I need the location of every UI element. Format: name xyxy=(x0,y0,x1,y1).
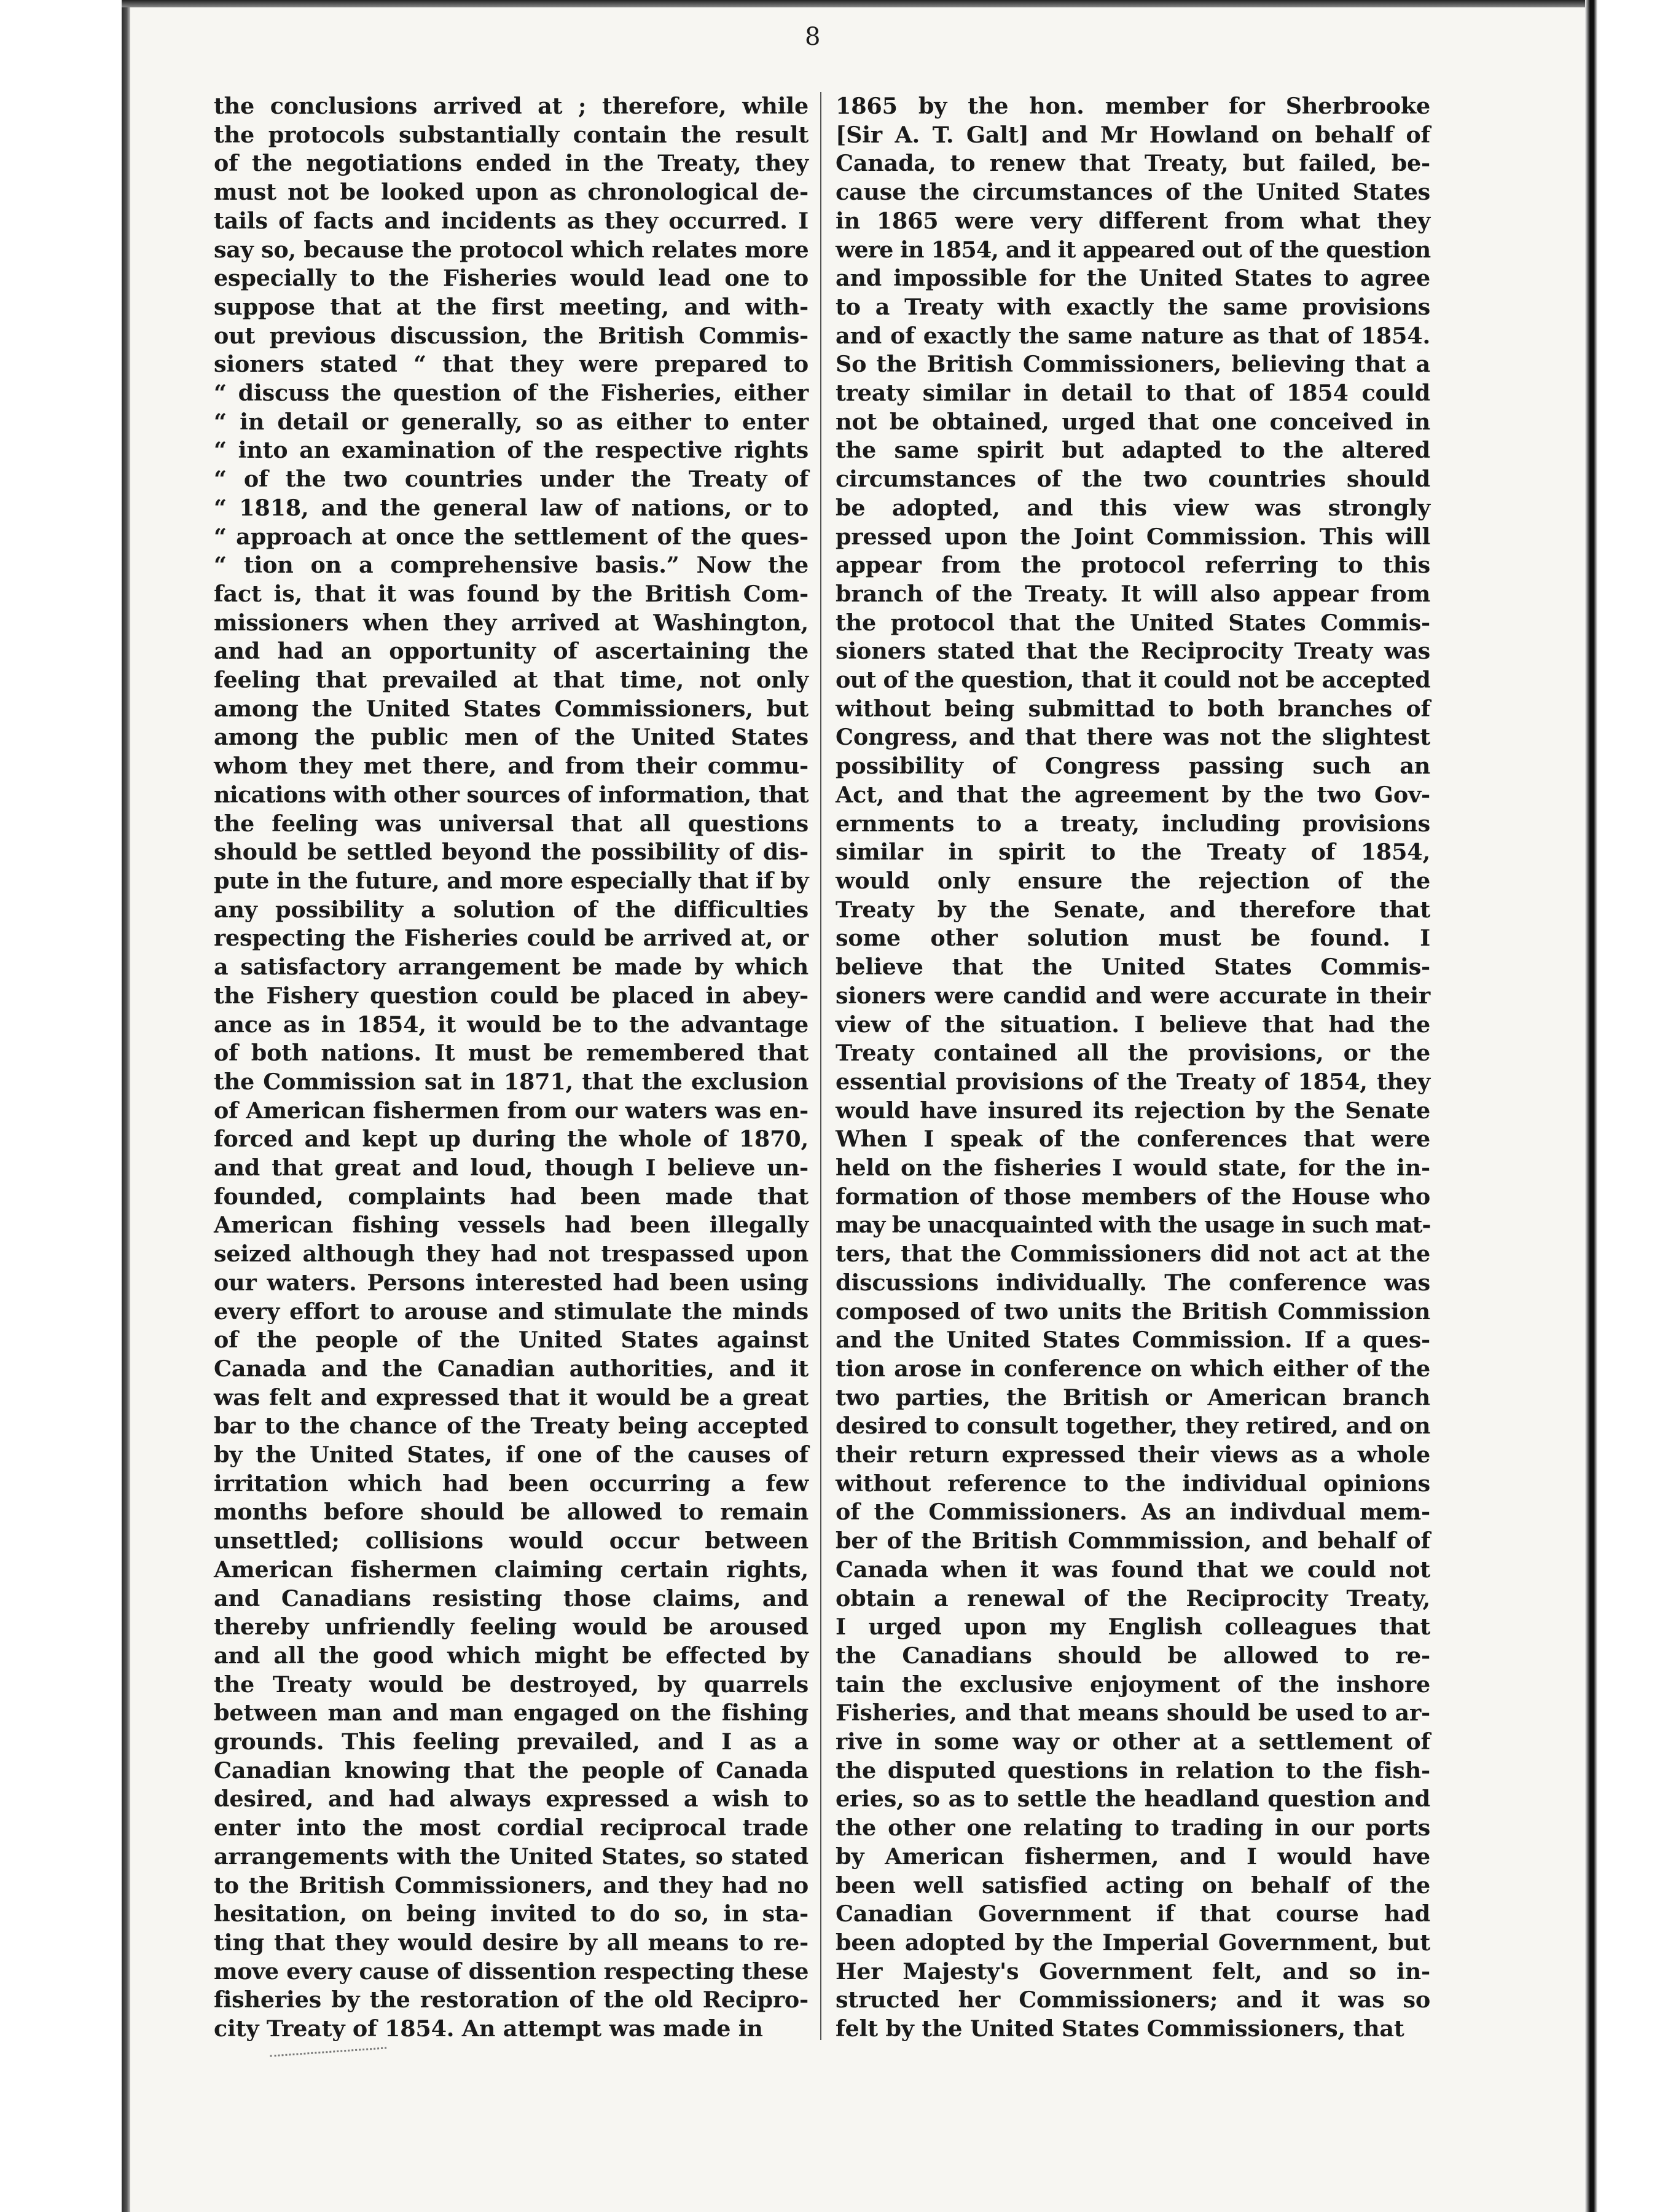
text-line: say so, because the protocol which relates more xyxy=(214,236,809,263)
text-line: not be obtained, urged that one conceived in xyxy=(836,408,1430,435)
text-line: Canada when it was found that we could not xyxy=(836,1556,1430,1583)
text-line: would have insured its rejection by the Senate xyxy=(836,1097,1430,1124)
text-line: by American fishermen, and I would have xyxy=(836,1843,1430,1870)
scan-margin xyxy=(0,0,117,2212)
text-line: Canada and the Canadian authorities, and it xyxy=(214,1355,809,1382)
text-line: sioners were candid and were accurate in their xyxy=(836,982,1430,1009)
text-line: and all the good which might be effected by xyxy=(214,1642,809,1669)
text-line: Fisheries, and that means should be used to ar- xyxy=(836,1700,1430,1727)
text-line: grounds. This feeling prevailed, and I as a xyxy=(214,1728,809,1755)
text-line: “ in detail or generally, so as either to enter xyxy=(214,408,809,435)
text-line: enter into the most cordial reciprocal trade xyxy=(214,1814,809,1841)
text-line: of the negotiations ended in the Treaty, they xyxy=(214,150,809,177)
text-line: ber of the British Commmission, and behalf of xyxy=(836,1528,1430,1555)
text-line: American fishing vessels had been illegally xyxy=(214,1212,809,1239)
text-line: of the people of the United States against xyxy=(214,1327,809,1354)
text-line: nications with other sources of information, that xyxy=(214,781,809,808)
text-line: a satisfactory arrangement be made by which xyxy=(214,954,809,981)
text-line: the other one relating to trading in our ports xyxy=(836,1814,1430,1841)
text-line: Act, and that the agreement by the two Gov- xyxy=(836,781,1430,808)
text-line: of the Commissioners. As an indivdual mem- xyxy=(836,1499,1430,1526)
text-line: “ discuss the question of the Fisheries, either xyxy=(214,380,809,407)
text-line: appear from the protocol referring to this xyxy=(836,552,1430,579)
text-line: whom they met there, and from their commu- xyxy=(214,753,809,780)
text-line: 1865 by the hon. member for Sherbrooke xyxy=(836,93,1430,119)
text-line: composed of two units the British Commission xyxy=(836,1298,1430,1325)
text-line: possibility of Congress passing such an xyxy=(836,753,1430,780)
text-line: felt by the United States Commissioners, that xyxy=(836,2015,1404,2042)
text-line: discussions individually. The conference was xyxy=(836,1269,1430,1296)
text-line: and the United States Commission. If a ques- xyxy=(836,1327,1430,1354)
text-line: structed her Commissioners; and it was so xyxy=(836,1986,1430,2014)
text-line: to a Treaty with exactly the same provisions xyxy=(836,293,1430,320)
text-line: of both nations. It must be remembered that xyxy=(214,1040,809,1067)
text-line: desired, and had always expressed a wish to xyxy=(214,1786,809,1813)
text-line: without being submittad to both branches of xyxy=(836,695,1430,722)
text-line: out of the question, that it could not be accepted xyxy=(836,667,1430,694)
text-line: “ 1818, and the general law of nations, or to xyxy=(214,494,809,521)
text-line: tion arose in conference on which either of the xyxy=(836,1355,1430,1382)
text-line: sioners stated “ that they were prepared to xyxy=(214,351,809,378)
text-line: must not be looked upon as chronological de- xyxy=(214,179,809,206)
text-line: Treaty by the Senate, and therefore that xyxy=(836,896,1430,923)
text-line: without reference to the individual opinions xyxy=(836,1470,1430,1497)
text-line: been adopted by the Imperial Government, but xyxy=(836,1929,1430,1956)
text-line: and of exactly the same nature as that of 1854. xyxy=(836,322,1430,349)
text-line: to the British Commissioners, and they had no xyxy=(214,1872,809,1899)
text-line: fact is, that it was found by the British Com- xyxy=(214,580,809,607)
text-line: some other solution must be found. I xyxy=(836,925,1430,952)
text-line: the Fishery question could be placed in abey- xyxy=(214,982,809,1009)
text-line: ters, that the Commissioners did not act at the xyxy=(836,1241,1430,1268)
text-line: the protocol that the United States Commis- xyxy=(836,609,1430,636)
text-line: the same spirit but adapted to the altered xyxy=(836,437,1430,464)
text-line: view of the situation. I believe that had the xyxy=(836,1011,1430,1038)
text-line: desired to consult together, they retired, and on xyxy=(836,1413,1430,1440)
text-line: unsettled; collisions would occur between xyxy=(214,1528,809,1555)
text-line: Congress, and that there was not the slightest xyxy=(836,724,1430,751)
text-line: believe that the United States Commis- xyxy=(836,954,1430,981)
text-line: city Treaty of 1854. An attempt was made in xyxy=(214,2015,763,2042)
text-line: ernments to a treaty, including provisions xyxy=(836,810,1430,837)
page-number: 8 xyxy=(805,23,821,51)
text-line: the conclusions arrived at ; therefore, while xyxy=(214,93,809,119)
text-line: “ approach at once the settlement of the ques- xyxy=(214,523,809,550)
text-line: two parties, the British or American branch xyxy=(836,1384,1430,1411)
text-line: and had an opportunity of ascertaining the xyxy=(214,638,809,665)
text-line: So the British Commissioners, believing that a xyxy=(836,351,1430,378)
text-line: thereby unfriendly feeling would be aroused xyxy=(214,1614,809,1641)
text-line: in 1865 were very different from what they xyxy=(836,207,1430,234)
text-line: eries, so as to settle the headland question and xyxy=(836,1786,1430,1813)
left-text-column xyxy=(214,92,809,2044)
text-line: should be settled beyond the possibility of dis- xyxy=(214,839,809,866)
text-line: move every cause of dissention respecting these xyxy=(214,1958,809,1985)
text-line: may be unacquainted with the usage in such mat- xyxy=(836,1212,1431,1239)
text-line: suppose that at the first meeting, and with- xyxy=(214,293,809,320)
text-line: arrangements with the United States, so stated xyxy=(214,1843,809,1870)
text-line: [Sir A. T. Galt] and Mr Howland on behalf of xyxy=(836,121,1430,148)
text-line: seized although they had not trespassed upon xyxy=(214,1241,809,1268)
text-line: formation of those members of the House who xyxy=(836,1183,1430,1210)
text-line: Her Majesty's Government felt, and so in- xyxy=(836,1958,1430,1985)
text-line: the feeling was universal that all questions xyxy=(214,810,809,837)
text-line: hesitation, on being invited to do so, in sta- xyxy=(214,1900,809,1928)
text-line: especially to the Fisheries would lead one to xyxy=(214,265,809,292)
text-line: the disputed questions in relation to the fish- xyxy=(836,1757,1430,1784)
text-line: be adopted, and this view was strongly xyxy=(836,494,1430,521)
text-line: essential provisions of the Treaty of 1854, they xyxy=(836,1068,1430,1095)
text-line: irritation which had been occurring a few xyxy=(214,1470,809,1497)
text-line: any possibility a solution of the difficulties xyxy=(214,896,809,923)
text-line: tain the exclusive enjoyment of the inshore xyxy=(836,1671,1430,1698)
text-line: missioners when they arrived at Washington, xyxy=(214,609,809,636)
text-line: When I speak of the conferences that were xyxy=(836,1126,1430,1153)
text-line: months before should be allowed to remain xyxy=(214,1499,809,1526)
text-line: ance as in 1854, it would be to the advantage xyxy=(214,1011,809,1038)
text-line: among the United States Commissioners, but xyxy=(214,695,809,722)
text-line: respecting the Fisheries could be arrived at, or xyxy=(214,925,809,952)
text-line: fisheries by the restoration of the old Recipro- xyxy=(214,1986,809,2014)
text-line: ting that they would desire by all means to re- xyxy=(214,1929,809,1956)
column-divider xyxy=(820,92,821,2040)
page-top-edge xyxy=(122,0,1596,7)
text-line: Canadian knowing that the people of Canada xyxy=(214,1757,809,1784)
text-line: sioners stated that the Reciprocity Treaty was xyxy=(836,638,1430,665)
text-line: similar in spirit to the Treaty of 1854, xyxy=(836,839,1430,866)
text-line: treaty similar in detail to that of 1854 could xyxy=(836,380,1430,407)
text-line: of American fishermen from our waters was en- xyxy=(214,1097,809,1124)
text-line: pute in the future, and more especially that if by xyxy=(214,867,809,894)
text-line: founded, complaints had been made that xyxy=(214,1183,809,1210)
text-line: circumstances of the two countries should xyxy=(836,466,1430,493)
text-line: their return expressed their views as a whole xyxy=(836,1441,1430,1469)
text-line: among the public men of the United States xyxy=(214,724,809,751)
text-line: been well satisfied acting on behalf of the xyxy=(836,1872,1430,1899)
page-edge-shadow xyxy=(122,0,130,2212)
text-line: Canada, to renew that Treaty, but failed, be- xyxy=(836,150,1430,177)
text-line: forced and kept up during the whole of 1870, xyxy=(214,1126,809,1153)
text-line: would only ensure the rejection of the xyxy=(836,867,1430,894)
text-line: Canadian Government if that course had xyxy=(836,1900,1430,1928)
text-line: American fishermen claiming certain rights, xyxy=(214,1556,809,1583)
text-line: held on the fisheries I would state, for the in- xyxy=(836,1155,1430,1182)
page-fold-shadow xyxy=(1585,0,1597,2212)
text-line: the Canadians should be allowed to re- xyxy=(836,1642,1430,1669)
text-line: was felt and expressed that it would be a great xyxy=(214,1384,809,1411)
text-line: and impossible for the United States to agree xyxy=(836,265,1430,292)
text-line: and that great and loud, though I believe un- xyxy=(214,1155,809,1182)
text-line: branch of the Treaty. It will also appear from xyxy=(836,580,1430,607)
text-line: rive in some way or other at a settlement of xyxy=(836,1728,1430,1755)
text-line: out previous discussion, the British Commis- xyxy=(214,322,809,349)
text-line: by the United States, if one of the causes of xyxy=(214,1441,809,1469)
text-line: obtain a renewal of the Reciprocity Treaty, xyxy=(836,1585,1430,1612)
text-line: every effort to arouse and stimulate the minds xyxy=(214,1298,809,1325)
text-line: bar to the chance of the Treaty being accepted xyxy=(214,1413,809,1440)
text-line: the Treaty would be destroyed, by quarrels xyxy=(214,1671,809,1698)
text-line: I urged upon my English colleagues that xyxy=(836,1614,1430,1641)
text-line: the protocols substantially contain the result xyxy=(214,121,809,148)
right-text-column xyxy=(836,92,1430,2044)
text-line: feeling that prevailed at that time, not only xyxy=(214,667,809,694)
text-line: cause the circumstances of the United States xyxy=(836,179,1430,206)
text-line: pressed upon the Joint Commission. This will xyxy=(836,523,1430,550)
text-line: and Canadians resisting those claims, and xyxy=(214,1585,809,1612)
text-line: “ tion on a comprehensive basis.” Now the xyxy=(214,552,809,579)
text-line: our waters. Persons interested had been using xyxy=(214,1269,809,1296)
text-line: “ into an examination of the respective rights xyxy=(214,437,809,464)
text-line: were in 1854, and it appeared out of the question xyxy=(836,236,1431,263)
text-line: “ of the two countries under the Treaty of xyxy=(214,466,809,493)
text-line: between man and man engaged on the fishing xyxy=(214,1700,809,1727)
text-line: tails of facts and incidents as they occurred. I xyxy=(214,207,809,234)
text-line: Treaty contained all the provisions, or the xyxy=(836,1040,1430,1067)
text-line: the Commission sat in 1871, that the exclusion xyxy=(214,1068,809,1095)
